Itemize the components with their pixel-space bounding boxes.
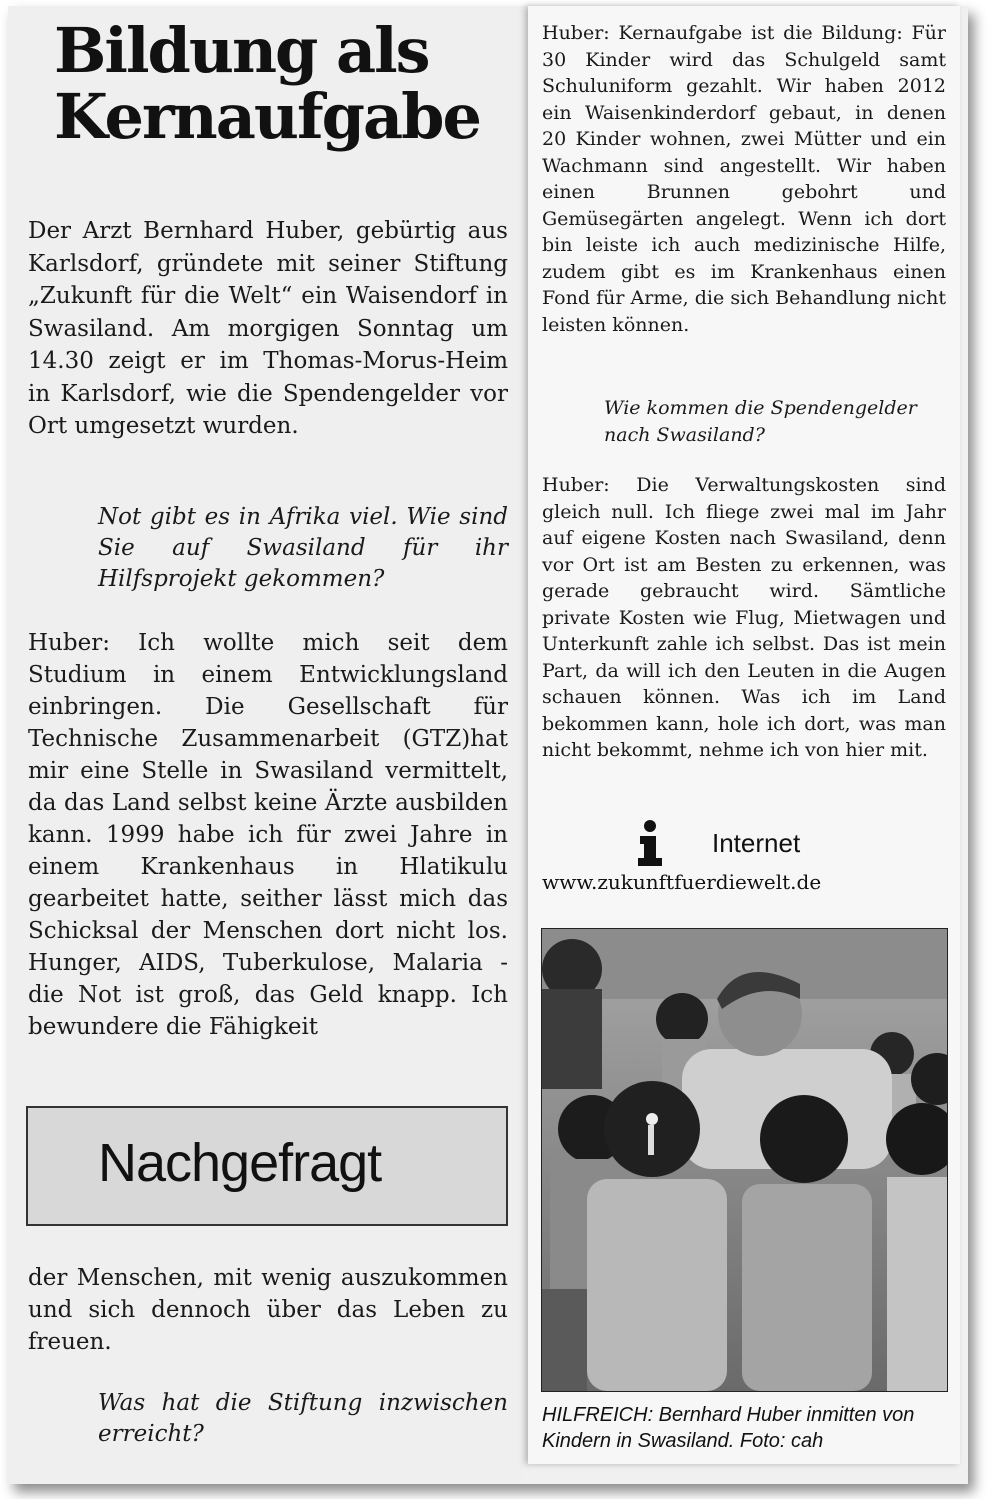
answer-2: Huber: Kernaufgabe ist die Bildung: Für 30 Kinder wird das Schulgeld samt Schuluniform gezahlt. Wir haben 2012 ein Waisenkinderdorf gebaut, in denen 20 Kinder wohnen, zwei Mütter und ein Wachmann sind angestellt. Wir haben einen Brunnen gebohrt und Gemüsegärten angelegt. Wenn ich dort bin leiste ich auch medizinische Hilfe, zudem gibt es im Krankenhaus einen Fond für Arme, die sich Behandlung nicht leisten können. — [542, 22, 946, 336]
lead-paragraph: Der Arzt Bernhard Huber, gebürtig aus Karlsdorf, gründete mit seiner Stiftung „Zukunft für die Welt“ ein Waisendorf in Swasiland. Am morgigen Sonntag um 14.30 zeigt er im Thomas-Morus-Heim in Karlsdorf, wie die Spendengelder vor Ort umgesetzt wurden. — [28, 218, 508, 439]
website-link[interactable]: www.zukunftfuerdiewelt.de — [542, 870, 822, 894]
answer-1-part-1: Huber: Ich wollte mich seit dem Studium in einem Entwicklungsland einbringen. Die Gesellschaft für Technische Zusammenarbeit (GTZ)hat mir eine Stelle in Swasiland vermittelt, da das Land selbst keine Ärzte ausbilden kann. 1999 habe ich für zwei Jahre in einem Krankenhaus in Hlatikulu gearbeitet hatte, seither lässt mich das Schicksal der Menschen dort nicht los. Hunger, AIDS, Tuberkulose, Malaria - die Not ist groß, das Geld knapp. Ich bewundere die Fähigkeit — [28, 630, 508, 1040]
question-2: Was hat die Stiftung inzwischen erreicht? — [98, 1390, 508, 1447]
info-icon — [630, 820, 670, 866]
photo-caption: HILFREICH: Bernhard Huber inmitten von Kindern in Swasiland. Foto: cah — [542, 1404, 915, 1452]
answer-3: Huber: Die Verwaltungskosten sind gleich null. Ich fliege zwei mal im Jahr auf eigene Kosten nach Swasiland, denn vor Ort ist am Besten zu erkennen, was gerade gebraucht wird. Sämtliche private Kosten wie Flug, Mietwagen und Unterkunft zahle ich selbst. Das ist mein Part, da will ich den Leuten in die Augen schauen können. Was ich im Land bekommen kann, hole ich dort, was man nicht bekommt, nehme ich von hier mit. — [542, 474, 946, 761]
nachgefragt-label: Nachgefragt — [98, 1133, 382, 1193]
internet-label: Internet — [712, 828, 801, 858]
photo-illustration — [542, 929, 947, 1391]
question-1: Not gibt es in Afrika viel. Wie sind Sie auf Swasiland für ihr Hilfsprojekt gekommen? — [98, 504, 508, 592]
question-3: Wie kommen die Spendengelder nach Swasiland? — [604, 397, 917, 446]
headline: Bildung als Kernaufgabe — [54, 14, 480, 153]
answer-1-part-2: der Menschen, mit wenig auszukommen und sich dennoch über das Leben zu freuen. — [28, 1265, 508, 1355]
photo-children — [541, 928, 948, 1392]
nachgefragt-box — [26, 1106, 508, 1226]
